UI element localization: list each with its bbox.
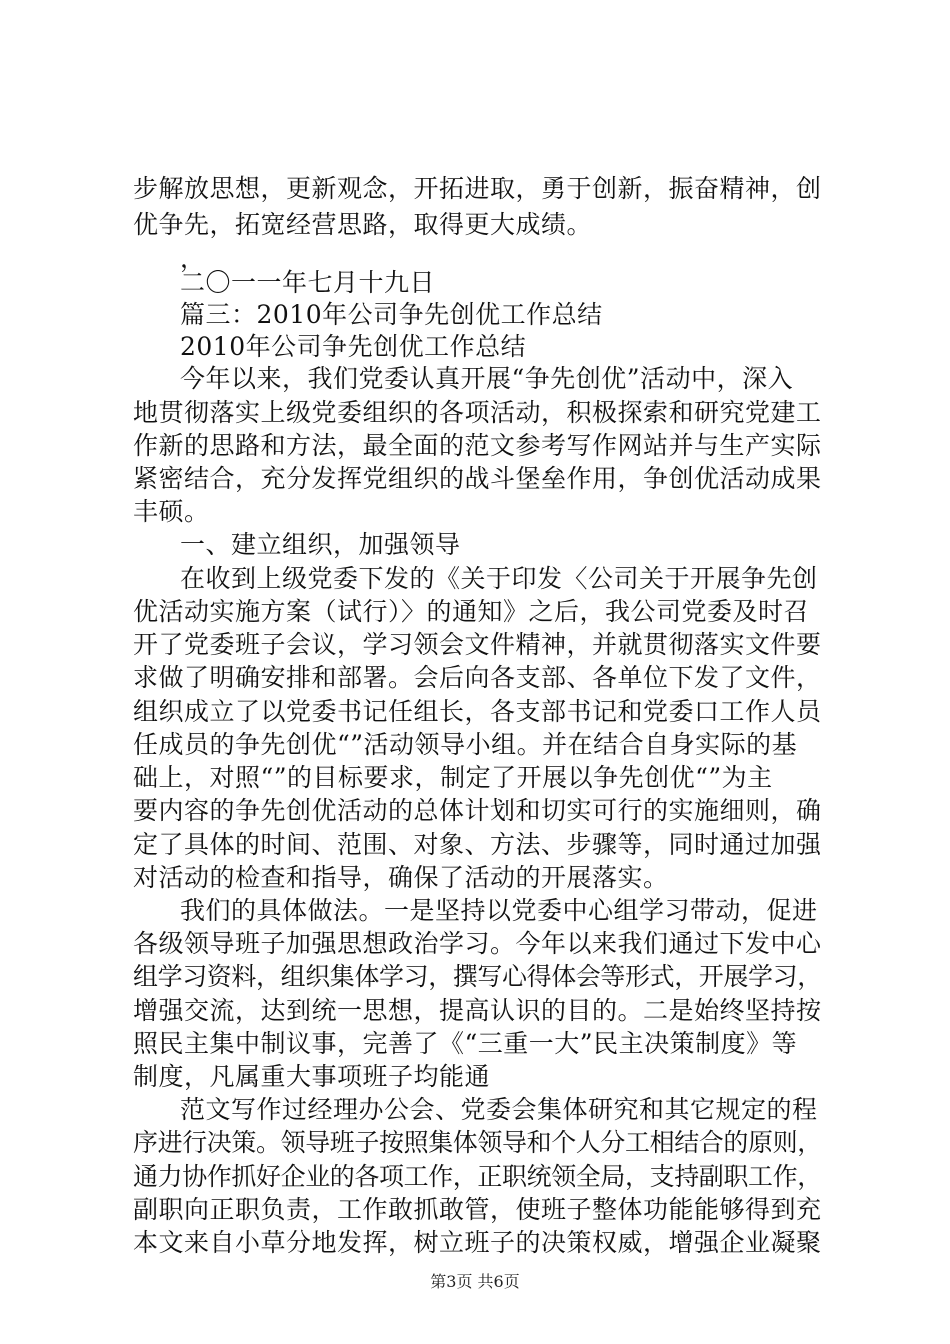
- text-line: 本文来自小草分地发挥，树立班子的决策权威，增强企业凝聚: [133, 1228, 822, 1257]
- text-line: 要内容的争先创优活动的总体计划和切实可行的实施细则，确: [133, 796, 822, 825]
- text-line: 紧密结合，充分发挥党组织的战斗堡垒作用，争创优活动成果: [133, 464, 822, 493]
- text-line: 各级领导班子加强思想政治学习。今年以来我们通过下发中心: [133, 929, 822, 958]
- text-line: 优活动实施方案（试行）〉的通知》之后，我公司党委及时召: [133, 597, 810, 626]
- text-line: 副职向正职负责，工作敢抓敢管，使班子整体功能能够得到充: [133, 1195, 822, 1224]
- text-line: 步解放思想，更新观念，开拓进取，勇于创新，振奋精神，创: [133, 174, 822, 203]
- page-number: 第3页 共6页: [430, 1272, 520, 1291]
- section-heading: 篇三：2010年公司争先创优工作总结: [180, 300, 603, 329]
- text-line: 求做了明确安排和部署。会后向各支部、各单位下发了文件，: [133, 663, 822, 692]
- article-title: 2010年公司争先创优工作总结: [180, 332, 527, 361]
- text-line: 地贯彻落实上级党委组织的各项活动，积极探索和研究党建工: [133, 398, 822, 427]
- text-line: ，: [180, 244, 206, 273]
- text-line: 作新的思路和方法，最全面的范文参考写作网站并与生产实际: [133, 431, 822, 460]
- text-line: 定了具体的时间、范围、对象、方法、步骤等，同时通过加强: [133, 830, 822, 859]
- text-line: 对活动的检查和指导，确保了活动的开展落实。: [133, 863, 669, 892]
- text-line: 开了党委班子会议，学习领会文件精神，并就贯彻落实文件要: [133, 630, 822, 659]
- text-line: 制度，凡属重大事项班子均能通: [133, 1062, 491, 1091]
- text-line: 优争先，拓宽经营思路，取得更大成绩。: [133, 210, 593, 239]
- text-line: 组学习资料，组织集体学习，撰写心得体会等形式，开展学习，: [133, 962, 822, 991]
- text-line: 任成员的争先创优“”活动领导小组。并在结合自身实际的基: [133, 730, 798, 759]
- text-line: 丰硕。: [133, 497, 210, 526]
- text-line: 序进行决策。领导班子按照集体领导和个人分工相结合的原则，: [133, 1128, 822, 1157]
- text-line: 通力协作抓好企业的各项工作，正职统领全局，支持副职工作，: [133, 1162, 822, 1191]
- text-line: 础上，对照“”的目标要求，制定了开展以争先创优“”为主: [133, 763, 773, 792]
- text-line: 组织成立了以党委书记任组长，各支部书记和党委口工作人员: [133, 697, 822, 726]
- text-line: 在收到上级党委下发的《关于印发〈公司关于开展争先创: [180, 564, 818, 593]
- text-line: 我们的具体做法。一是坚持以党委中心组学习带动，促进: [180, 896, 818, 925]
- date-line: 二〇一一年七月十九日: [180, 268, 436, 297]
- text-line: 范文写作过经理办公会、党委会集体研究和其它规定的程: [180, 1095, 818, 1124]
- text-line: 照民主集中制议事，完善了《“三重一大”民主决策制度》等: [133, 1029, 798, 1058]
- text-line: 增强交流，达到统一思想，提高认识的目的。二是始终坚持按: [133, 996, 822, 1025]
- text-line: 今年以来，我们党委认真开展“争先创优”活动中，深入: [180, 364, 794, 393]
- subheading: 一、建立组织，加强领导: [180, 530, 461, 559]
